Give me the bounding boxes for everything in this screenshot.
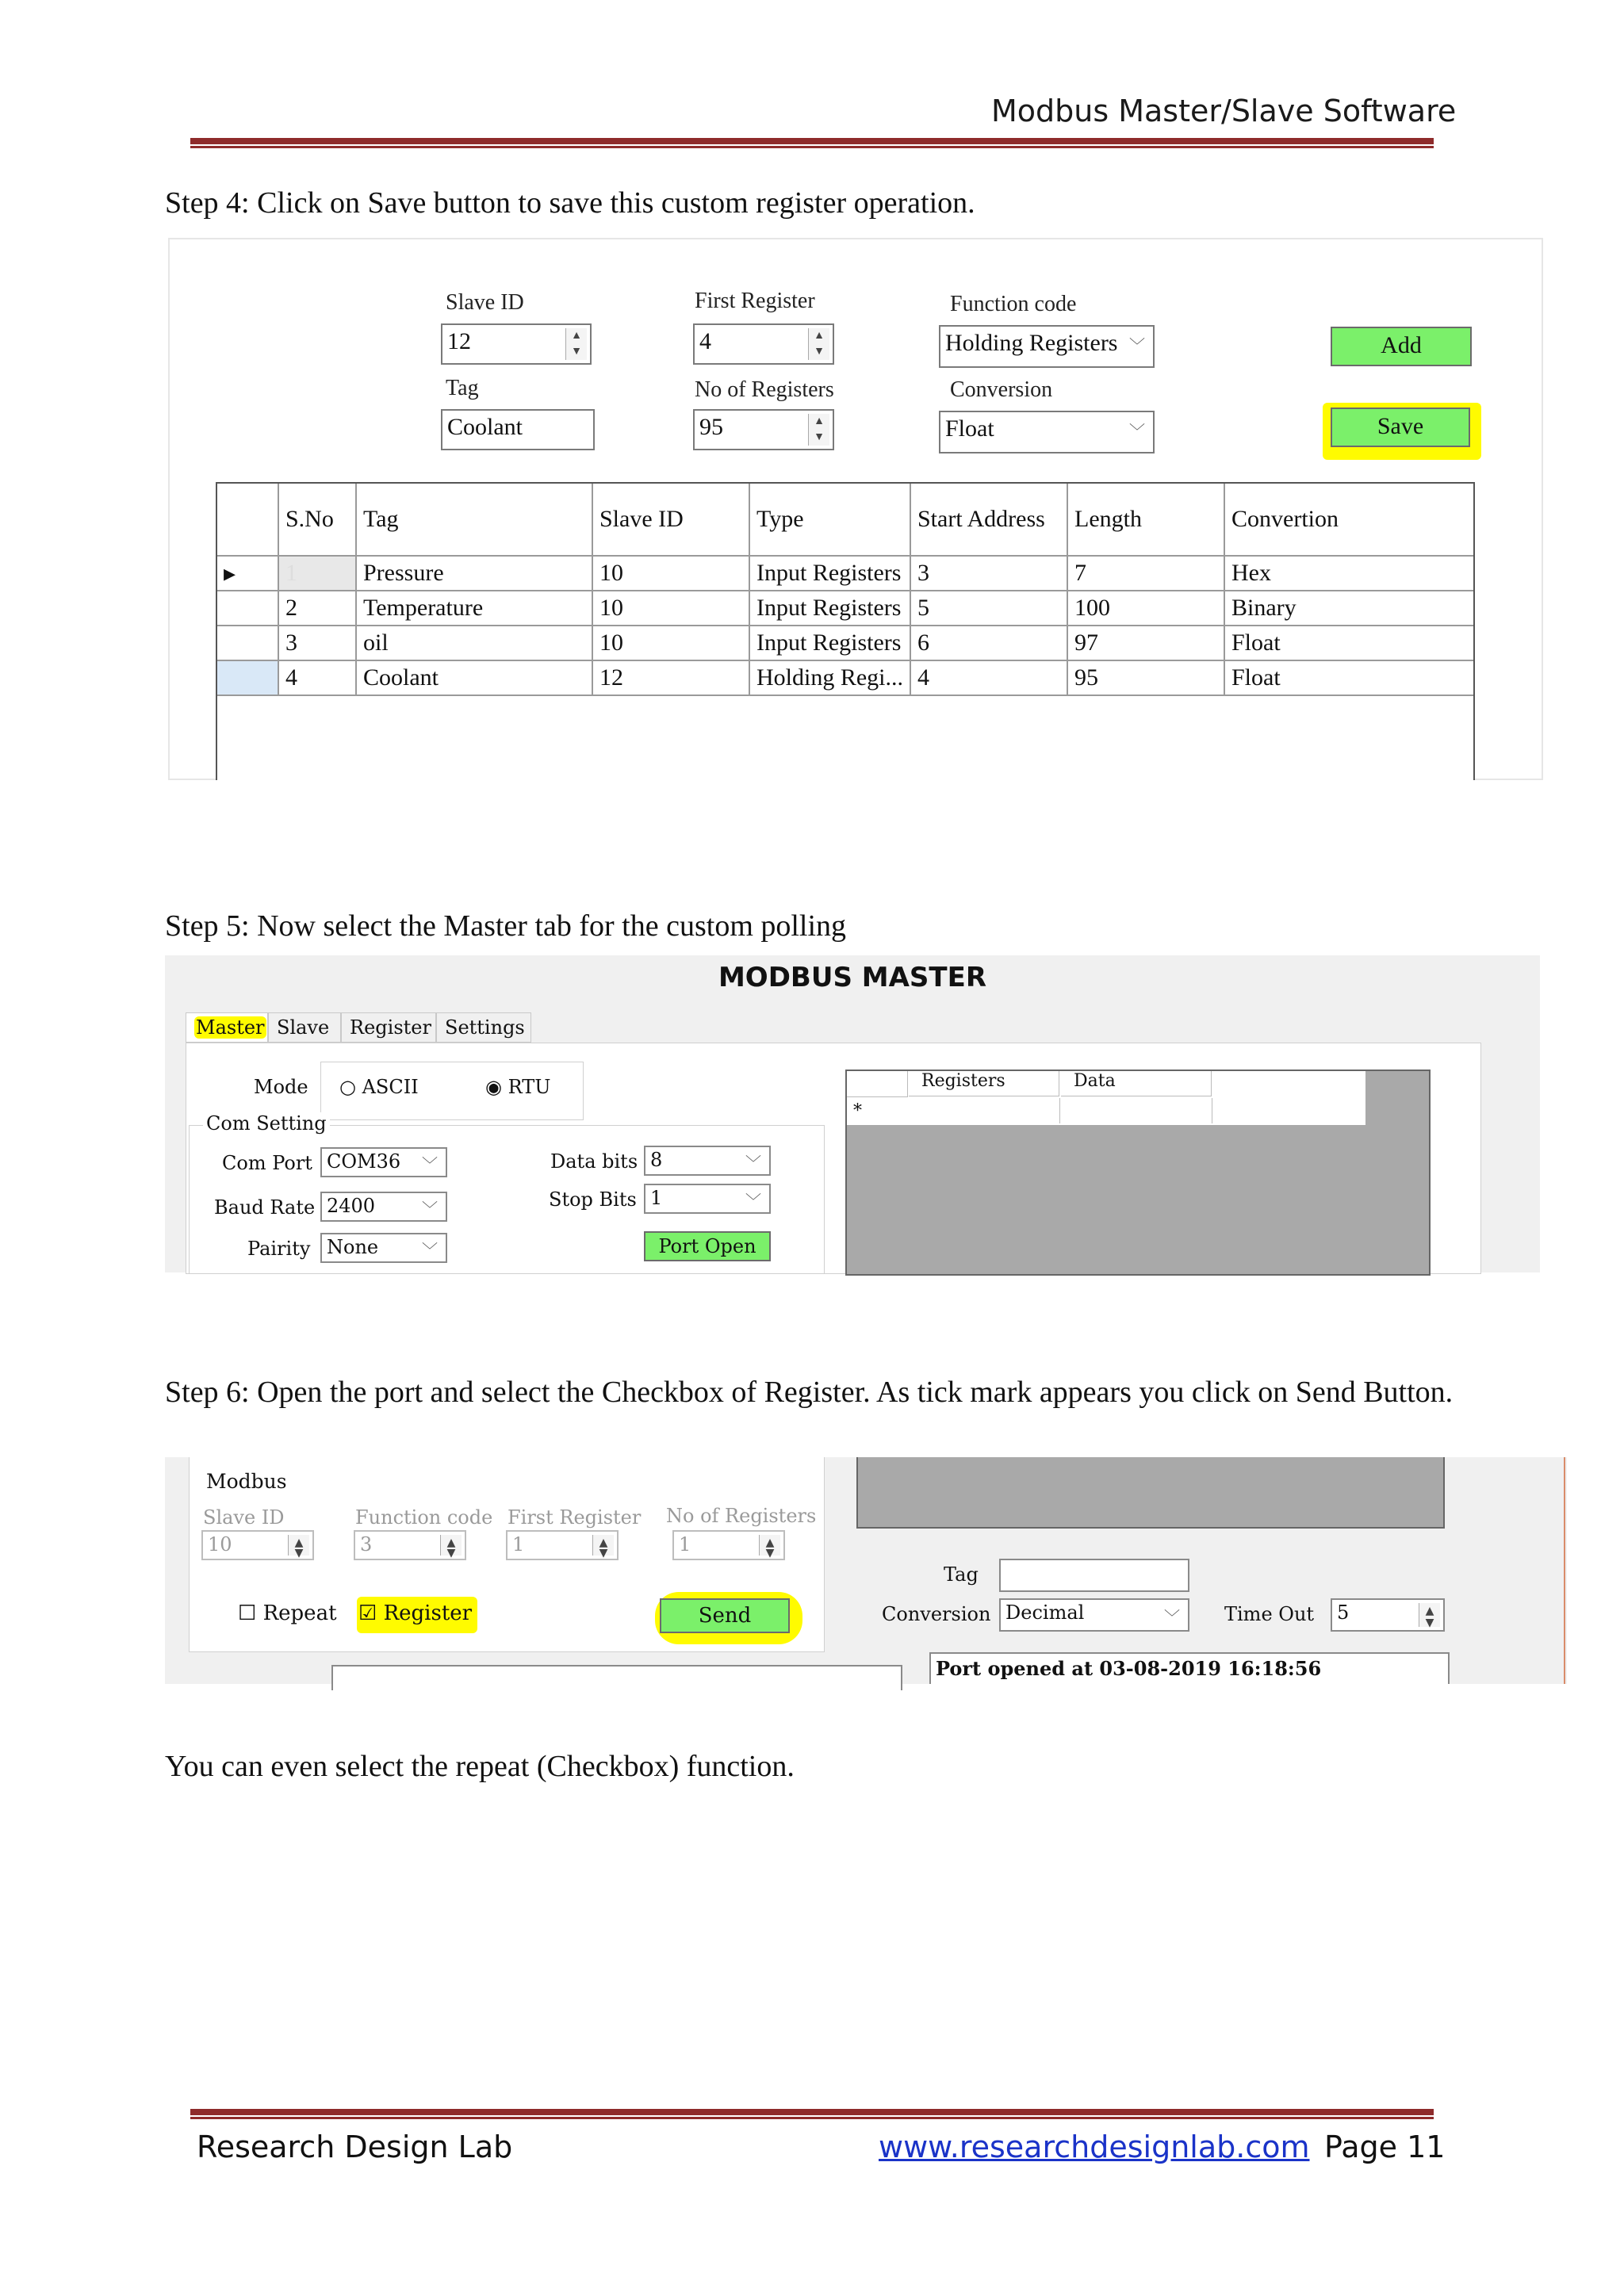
data-grid-bottom [856, 1457, 1445, 1529]
baud-rate-value: 2400 [327, 1195, 376, 1217]
timeout-input[interactable] [1331, 1598, 1445, 1632]
table-row[interactable] [217, 591, 1473, 626]
step4-text: Step 4: Click on Save button to save this custom register operation. [165, 186, 975, 220]
tag-input-2[interactable] [999, 1559, 1189, 1592]
spinner-icon[interactable]: ▲ ▼ [1419, 1603, 1440, 1627]
table-cell[interactable]: 7 [1067, 556, 1224, 591]
conversion-label: Conversion [950, 377, 1053, 402]
grid-corner [847, 1071, 908, 1097]
col-length: Length [1067, 484, 1224, 556]
timeout-label: Time Out [1224, 1603, 1315, 1625]
col-data: Data [1061, 1071, 1212, 1096]
mode-ascii-radio[interactable]: ○ ASCII [339, 1076, 419, 1098]
modbus-group-label: Modbus [203, 1470, 290, 1493]
row-header [217, 591, 278, 626]
footer-company: Research Design Lab [197, 2130, 513, 2164]
parity-value: None [327, 1236, 379, 1258]
conversion-value-2: Decimal [1005, 1601, 1085, 1624]
first-register-input[interactable] [693, 323, 834, 365]
mode-rtu-radio[interactable]: ◉ RTU [485, 1076, 551, 1098]
row-header [217, 660, 278, 695]
step5-text: Step 5: Now select the Master tab for the custom polling [165, 909, 847, 943]
chevron-down-icon: ﹀ [422, 1200, 438, 1219]
master-screenshot [165, 955, 1540, 1272]
modbus-first-register-input [506, 1530, 619, 1560]
table-cell[interactable]: Holding Regi... [749, 660, 910, 695]
com-setting-label: Com Setting [203, 1112, 330, 1135]
function-code-value: Holding Registers [945, 330, 1118, 356]
baud-rate-label: Baud Rate [214, 1196, 316, 1219]
modbus-function-code-input [354, 1530, 466, 1560]
tag-input[interactable]: Coolant [441, 409, 595, 450]
spinner-icon: ▲ ▼ [288, 1535, 309, 1556]
repeat-checkbox[interactable]: ☐ Repeat [238, 1601, 337, 1625]
table-cell[interactable]: 4 [278, 660, 356, 695]
chevron-down-icon: ﹀ [422, 1155, 438, 1174]
table-cell[interactable]: Float [1224, 626, 1473, 660]
conversion-label-2: Conversion [882, 1603, 991, 1625]
no-registers-input[interactable] [693, 409, 834, 450]
header-rule-thin [190, 146, 1434, 148]
chevron-down-icon: ﹀ [1129, 338, 1145, 355]
master-title: MODBUS MASTER [718, 962, 987, 993]
chevron-down-icon: ﹀ [1164, 1608, 1180, 1627]
table-cell[interactable]: 10 [592, 626, 749, 660]
com-port-select[interactable] [320, 1147, 447, 1177]
table-cell[interactable]: 3 [910, 556, 1067, 591]
spinner-icon: ▲ ▼ [592, 1535, 614, 1556]
table-cell[interactable]: 10 [592, 591, 749, 626]
data-bits-value: 8 [650, 1149, 663, 1171]
stop-bits-label: Stop Bits [549, 1188, 637, 1211]
status-box [929, 1652, 1450, 1684]
parity-label: Pairity [247, 1238, 311, 1260]
chevron-down-icon: ﹀ [1129, 423, 1145, 441]
register-checkbox[interactable]: ☑ Register [358, 1601, 473, 1625]
parity-select[interactable] [320, 1233, 447, 1263]
no-registers-value: 95 [699, 414, 723, 440]
send-button[interactable]: Send [660, 1598, 790, 1633]
modbus-no-registers-input [672, 1530, 785, 1560]
row-header [217, 626, 278, 660]
conversion-select-2[interactable] [999, 1598, 1189, 1632]
table-cell[interactable]: 97 [1067, 626, 1224, 660]
save-button[interactable]: Save [1331, 408, 1470, 447]
window-edge [1564, 1457, 1565, 1684]
step6-text: Step 6: Open the port and select the Checkbox of Register. As tick mark appears you click on Send Button. [165, 1376, 1454, 1409]
grid-cell[interactable] [909, 1098, 1060, 1123]
footer-rule-thin [190, 2117, 1434, 2119]
register-screenshot [168, 238, 1543, 780]
table-row[interactable] [217, 626, 1473, 660]
mode-rtu-label: RTU [508, 1076, 551, 1098]
header-rule [190, 138, 1434, 144]
first-register-spinner[interactable]: ▲ ▼ [808, 328, 829, 360]
mode-label: Mode [254, 1076, 308, 1098]
first-register-label: First Register [695, 289, 815, 313]
com-port-label: Com Port [222, 1152, 312, 1174]
modbus-first-register-value: 1 [512, 1533, 525, 1556]
tab-bar [181, 1012, 688, 1044]
stop-bits-select[interactable] [644, 1184, 771, 1214]
chevron-down-icon: ﹀ [745, 1192, 761, 1211]
modbus-no-registers-value: 1 [679, 1533, 691, 1556]
table-cell[interactable]: 100 [1067, 591, 1224, 626]
col-start-address: Start Address [910, 484, 1067, 556]
data-bits-select[interactable] [644, 1146, 771, 1176]
modbus-function-code-value: 3 [360, 1533, 373, 1556]
tag-label-2: Tag [944, 1563, 979, 1586]
table-row[interactable] [217, 660, 1473, 695]
first-register-value: 4 [699, 328, 711, 354]
modbus-no-registers-label: No of Registers [666, 1505, 817, 1527]
modbus-first-register-label: First Register [508, 1506, 642, 1529]
col-type: Type [749, 484, 910, 556]
mode-ascii-label: ASCII [362, 1076, 419, 1098]
tag-label: Tag [446, 376, 479, 400]
table-cell[interactable]: Pressure [356, 556, 592, 591]
timeout-value: 5 [1337, 1601, 1350, 1624]
table-cell[interactable]: 3 [278, 626, 356, 660]
col-sno: S.No [278, 484, 356, 556]
spinner-icon: ▲ ▼ [759, 1535, 780, 1556]
table-cell[interactable]: 5 [910, 591, 1067, 626]
grid-rows [847, 1071, 1365, 1125]
col-convertion: Convertion [1224, 484, 1473, 556]
data-bits-label: Data bits [550, 1150, 638, 1173]
table-header-row [217, 484, 1473, 556]
modbus-slave-id-value: 10 [208, 1533, 232, 1556]
master-data-grid[interactable] [845, 1070, 1431, 1276]
note-text: You can even select the repeat (Checkbox) function. [165, 1750, 795, 1783]
no-registers-label: No of Registers [695, 377, 834, 402]
table-cell[interactable]: Coolant [356, 660, 592, 695]
modbus-slave-id-input [201, 1530, 314, 1560]
table-cell[interactable]: 1 [278, 556, 356, 591]
col-slave-id: Slave ID [592, 484, 749, 556]
table-cell[interactable]: Input Registers [749, 556, 910, 591]
function-code-select[interactable] [939, 325, 1155, 368]
function-code-label: Function code [950, 292, 1077, 316]
stop-bits-value: 1 [650, 1187, 663, 1209]
table-cell[interactable]: Input Registers [749, 591, 910, 626]
new-row-marker: * [853, 1101, 862, 1121]
port-open-button[interactable]: Port Open [644, 1231, 771, 1261]
table-cell[interactable]: Float [1224, 660, 1473, 695]
com-port-value: COM36 [327, 1150, 401, 1173]
slave-id-spinner[interactable]: ▲ ▼ [565, 328, 587, 360]
tab-settings[interactable]: Settings [436, 1012, 531, 1043]
table-cell[interactable]: oil [356, 626, 592, 660]
tab-master-label: Master [196, 1016, 265, 1039]
add-button[interactable]: Add [1331, 327, 1472, 366]
register-grid[interactable] [216, 482, 1475, 780]
repeat-label: Repeat [262, 1601, 337, 1625]
conversion-value: Float [945, 415, 994, 442]
table-cell[interactable]: Binary [1224, 591, 1473, 626]
status-text: Port opened at 03-08-2019 16:18:56 [936, 1657, 1322, 1680]
modbus-function-code-label: Function code [355, 1506, 493, 1529]
table-cell[interactable]: 95 [1067, 660, 1224, 695]
table-cell[interactable]: 4 [910, 660, 1067, 695]
footer-url-link[interactable]: www.researchdesignlab.com [879, 2130, 1310, 2164]
slave-id-label: Slave ID [446, 290, 524, 315]
chevron-down-icon: ﹀ [422, 1241, 438, 1260]
table-cell[interactable]: 6 [910, 626, 1067, 660]
chevron-down-icon: ﹀ [745, 1154, 761, 1173]
row-header-corner [217, 484, 278, 556]
col-registers: Registers [909, 1071, 1059, 1096]
header-title: Modbus Master/Slave Software [991, 94, 1457, 128]
footer-page-number: Page 11 [1324, 2130, 1446, 2164]
footer-rule [190, 2109, 1434, 2115]
modbus-screenshot [165, 1457, 1567, 1684]
table-cell[interactable]: Temperature [356, 591, 592, 626]
tab-master[interactable] [186, 1012, 268, 1043]
slave-id-input[interactable] [441, 323, 592, 365]
grid-cell[interactable] [1061, 1098, 1212, 1123]
table-cell[interactable]: 10 [592, 556, 749, 591]
col-tag: Tag [356, 484, 592, 556]
table-cell[interactable]: 2 [278, 591, 356, 626]
tab-register[interactable]: Register [341, 1012, 436, 1043]
baud-rate-select[interactable] [320, 1192, 447, 1222]
tab-slave[interactable]: Slave [268, 1012, 341, 1043]
slave-id-value: 12 [447, 328, 471, 354]
partial-input [331, 1665, 902, 1690]
no-registers-spinner[interactable]: ▲ ▼ [808, 414, 829, 446]
spinner-icon: ▲ ▼ [440, 1535, 462, 1556]
table-cell[interactable]: Input Registers [749, 626, 910, 660]
register-label: Register [383, 1601, 473, 1625]
current-row-icon: ▸ [217, 556, 278, 591]
modbus-slave-id-label: Slave ID [203, 1506, 285, 1529]
table-row[interactable] [217, 556, 1473, 591]
conversion-select[interactable] [939, 411, 1155, 453]
table-cell[interactable]: 12 [592, 660, 749, 695]
table-cell[interactable]: Hex [1224, 556, 1473, 591]
